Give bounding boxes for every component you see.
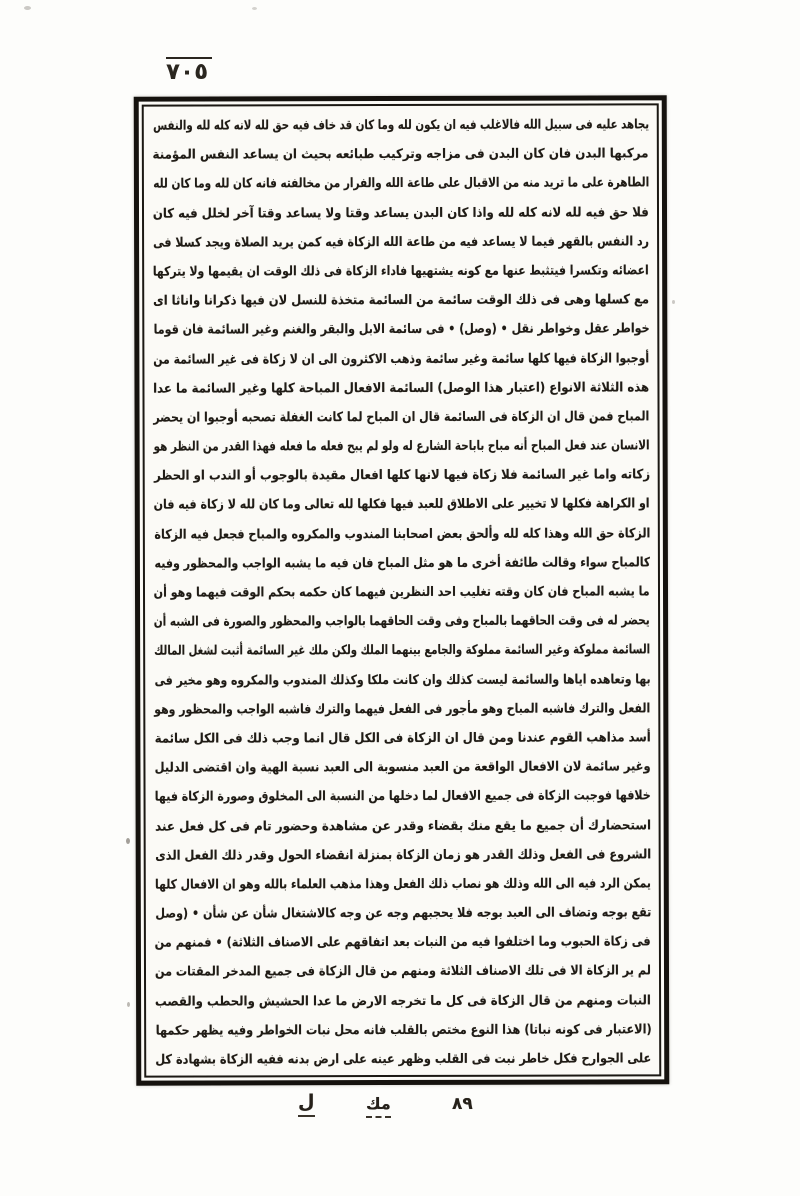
text-line-content: الانسان عند فعل المباح أنه مباح باباحة الشارع له ولو لم يبح فعله ما فعله فهذا القدر من النظر هو: [153, 438, 650, 455]
text-line-content: لم ير الزكاة الا فى تلك الاصناف الثلاثة ومنهم من قال الزكاة فى جميع المدخر المقتات من: [155, 963, 652, 981]
text-line: [152, 344, 649, 374]
text-line: [153, 752, 650, 782]
text-line: [153, 723, 650, 753]
scan-speck: [672, 300, 675, 304]
text-line-content: هذه الثلاثة الانواع (اعتبار هذا الوصل) السائمة الافعال المباحة كلها وغير السائمة ما عدا: [153, 380, 650, 397]
text-line-content: على الجوارح فكل خاطر نبت فى القلب وظهر عينه على ارض بدنه ففيه الزكاة بشهادة كل: [155, 1051, 652, 1068]
text-line-content: السائمة مملوكة وغير السائمة مملوكة والجامع بينهما الملك ولكن ملك غير السائمة أثبت لشغل المالك: [154, 642, 651, 660]
text-line: [154, 782, 651, 812]
text-line-content: يمكن الرد فيه الى الله وذلك هو نصاب ذلك الفعل وهذا مذهب العلماء بالله وهو ان الافعال كلها: [154, 876, 651, 893]
text-line-content: مركبها البدن فان كان البدن فى مزاجه وتركيب طبائعه بحيث ان يساعد النفس المؤمنة: [152, 146, 649, 163]
scan-speck: [24, 6, 31, 10]
text-line-content: بها وتعاهده اياها والسائمة ليست كذلك وان كانت ملكا وكذلك المندوب والمكروه وهو مخير فى: [154, 671, 651, 689]
text-line-content: تقع بوجه وتضاف الى العبد بوجه فلا يحجبهم وجه عن وجه كالاشتغال شأن عن شأن • (وصل: [154, 905, 651, 922]
text-line: [154, 869, 651, 899]
text-line-content: يحضر له فى وقت الحاقهما بالمباح وفى وقت الحاقهما بالواجب والمحظور والصورة فى الشبه أن: [154, 613, 651, 630]
text-line-content: يجاهد عليه فى سبيل الله فالاغلب فيه ان يكون لله وما كان قد خاف فيه حق لله لانه كله لله والنفس: [152, 117, 649, 134]
text-line: [154, 898, 651, 928]
text-line-content: فى زكاة الحبوب وما اختلفوا فيه من النبات بعد اتفاقهم على الاصناف الثلاثة) • فمنهم من: [154, 934, 651, 951]
text-line: [153, 665, 650, 695]
text-line: [153, 607, 650, 637]
text-line-content: او الكراهة فكلها لا تخيير على الاطلاق للعبد فيها فكلها لله تعالى وما كان لله لا زكاة فيه فان: [153, 496, 650, 514]
text-line: [152, 140, 649, 170]
scan-speck: [126, 838, 130, 844]
text-line: [153, 694, 650, 724]
text-line-content: الطاهرة على ما تريد منه من الاقبال على طاعة الله والفرار من مخالفته فانه كان لله وما كان لله: [152, 175, 649, 193]
folio-number: ٧٠٥: [166, 57, 212, 87]
text-line: [154, 986, 651, 1016]
text-line: [153, 402, 650, 432]
footer-page-number: ٨٩: [452, 1094, 473, 1114]
text-line: [153, 577, 650, 607]
text-line-content: أسد مذاهب القوم عندنا ومن قال ان الزكاة فى الكل قال انما وجب ذلك فى الكل سائمة: [154, 730, 651, 747]
footer-quire-mark: مك: [366, 1094, 391, 1118]
footer-catchword: ل: [298, 1091, 315, 1117]
text-line-content: فلا حق فيه لله لانه كله لله واذا كان البدن يساعد وقتا ولا يساعد وقتا آخر لخلل فيه كان: [153, 204, 650, 222]
text-line: [154, 1044, 651, 1074]
body-text: [152, 110, 652, 1074]
text-line-content: اعضائه وتكسرا فيتثبط عنها مع كونه يشتهيها فاداء الزكاة فى ذلك الوقت ان يقيمها ولا يتركها: [153, 263, 650, 280]
text-line: [152, 373, 649, 403]
text-line-content: زكاته واما غير السائمة فلا زكاة فيها لانها كلها افعال مقيدة بالوجوب أو الندب او الحظر: [153, 467, 650, 484]
text-line: [153, 431, 650, 461]
text-line-content: رد النفس بالقهر فيما لا يساعد فيه من طاعة الله الزكاة فيه كمن يريد الصلاة ويجد كسلا فى: [153, 234, 650, 251]
scan-speck: [127, 1002, 130, 1007]
text-line: [152, 285, 649, 315]
text-line-content: المباح فمن قال ان الزكاة فى السائمة قال ان المباح لما كانت الغفلة تصحبه أوجبوا ان يحضر: [153, 409, 650, 426]
text-line-content: خلافها فوجبت الزكاة فى جميع الافعال لما دخلها من النسبة الى المخلوق وصورة الزكاة فيها: [154, 788, 651, 805]
text-line-content: مع كسلها وهى فى ذلك الوقت سائمة من السائمة متخذة للنسل لان فيها ذكرانا واناثا اى: [153, 292, 650, 309]
text-line-content: (الاعتبار فى كونه نباتا) هذا النوع مختص بالقلب فانه محل نبات الخواطر وفيه يظهر حكمها: [155, 1022, 652, 1039]
text-line-content: أوجبوا الزكاة فيها كلها سائمة وغير سائمة وذهب الاكثرون الى ان لا زكاة فى غير السائمة من: [153, 350, 650, 368]
text-line: [153, 490, 650, 520]
text-line-content: ما يشبه المباح فان كان وقته تغليب احد النظرين فيهما كان حكمه بحكم الوقت فيهما وهو أن: [154, 584, 651, 601]
text-line: [153, 636, 650, 666]
text-line: [153, 461, 650, 491]
text-line: [154, 957, 651, 987]
text-line: [152, 110, 649, 140]
text-frame-border: [134, 95, 670, 1085]
text-line-content: الزكاة حق الله وهذا كله لله وألحق بعض اصحابنا المندوب والمكروه والمباح فجعل فيه الزكاة: [153, 525, 650, 543]
text-line-content: استحضارك أن جميع ما يقع منك بقضاء وقدر عن مشاهدة وحضور تام فى كل فعل عند: [154, 817, 651, 835]
text-line-content: كالمباح سواء وقالت طائفة أخرى ما هو مثل المباح فان فيه ما يشبه الواجب والمحظور وفيه: [153, 555, 650, 572]
text-line-content: وغير سائمة لان الافعال الواقعة من العبد منسوبة الى العبد نسبة الهية وان اقتضى الدليل: [154, 759, 651, 776]
text-line: [153, 519, 650, 549]
text-line: [154, 1015, 651, 1045]
text-line-content: الشروع فى الفعل وذلك القدر هو زمان الزكاة بمنزلة انقضاء الحول وقدر ذلك الفعل الذى: [154, 847, 651, 864]
text-line: [152, 315, 649, 345]
text-line-content: خواطر عقل وخواطر نقل • (وصل) • فى سائمة الابل والبقر والغنم وغير السائمة فان قوما: [153, 321, 650, 338]
text-line: [154, 840, 651, 870]
text-line: [152, 227, 649, 257]
text-line: [152, 256, 649, 286]
text-line: [154, 811, 651, 841]
scan-speck: [252, 7, 257, 10]
text-line: [154, 928, 651, 958]
text-line-content: الفعل والترك فاشبه المباح وهو مأجور فى الفعل فيهما والترك فاشبه الواجب والمحظور وهو: [154, 701, 651, 718]
text-line: [152, 169, 649, 199]
text-frame-inner-rule: [142, 103, 662, 1077]
text-line: [152, 198, 649, 228]
text-line: [153, 548, 650, 578]
text-line-content: النبات ومنهم من قال الزكاة فى كل ما تخرجه الارض ما عدا الحشيش والحطب والقصب: [155, 992, 652, 1010]
